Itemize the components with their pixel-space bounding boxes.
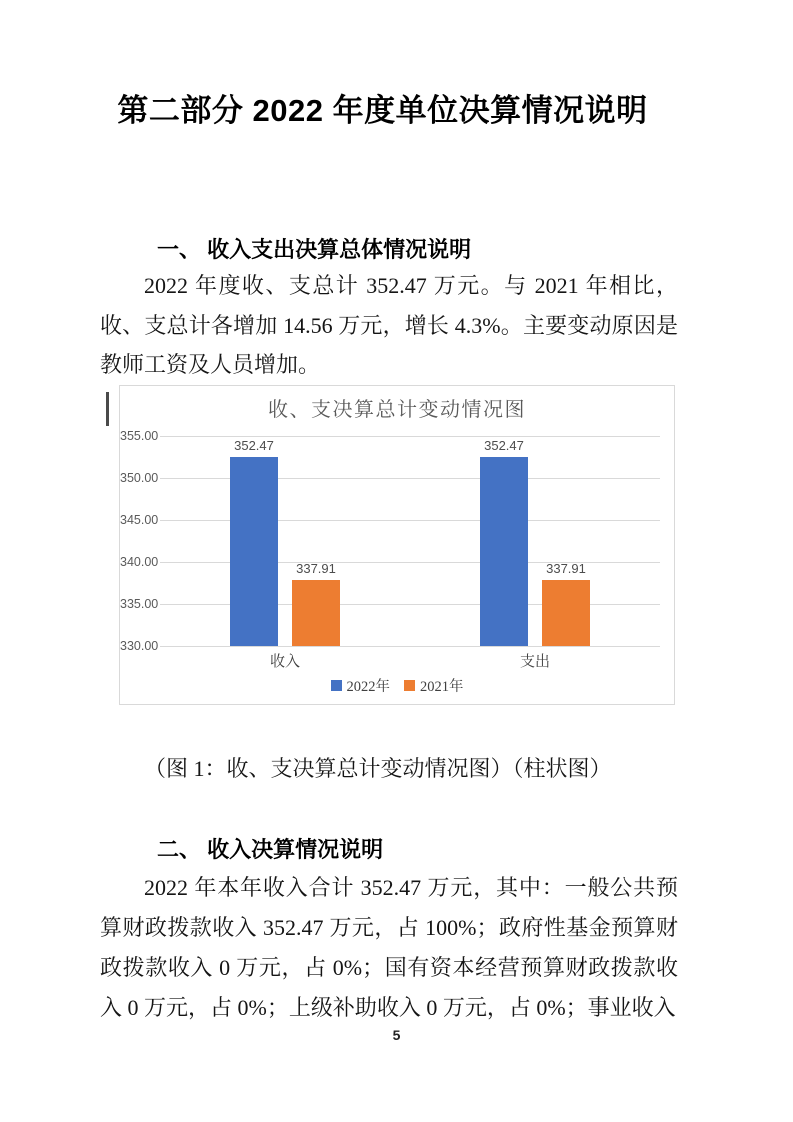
bar-2021年-支出: [542, 580, 590, 646]
bar-value-label: 352.47: [484, 438, 524, 454]
y-tick-label: 355.00: [120, 429, 159, 443]
bar-group: [410, 436, 660, 646]
chart-legend: [120, 675, 674, 696]
chart-area[interactable]: [119, 385, 675, 705]
legend-swatch-icon: [404, 680, 415, 691]
section-2-heading: 二、 收入决算情况说明: [157, 837, 384, 862]
bar-column: [230, 436, 278, 646]
legend-swatch-icon: [331, 680, 342, 691]
bar-column: [542, 436, 590, 646]
text-cursor: [106, 392, 109, 426]
y-tick-label: 335.00: [120, 597, 159, 611]
y-tick-label: 345.00: [120, 513, 159, 527]
bar-2022年-收入: [230, 457, 278, 646]
bar-value-label: 337.91: [296, 560, 336, 576]
chart-plot: [160, 436, 660, 646]
bar-column: [480, 436, 528, 646]
legend-item: [331, 675, 391, 696]
bar-value-label: 337.91: [546, 560, 586, 576]
legend-item: [404, 675, 464, 696]
y-tick-label: 330.00: [120, 639, 159, 653]
document-title: 第二部分 2022 年度单位决算情况说明: [117, 93, 648, 128]
chart-title: 收、支决算总计变动情况图: [268, 399, 526, 421]
chart-y-axis: [120, 429, 159, 653]
section-1-paragraph: 2022 年度收、支总计 352.47 万元。与 2021 年相比，收、支总计各增加 14.56 万元，增长 4.3%。主要变动原因是教师工资及人员增加。: [100, 273, 678, 377]
bar-group: [160, 436, 410, 646]
legend-label: 2021年: [420, 679, 464, 695]
x-axis-label: 支出: [519, 654, 550, 670]
figure-caption: （图 1：收、支决算总计变动情况图）（柱状图）: [144, 756, 612, 781]
y-tick-label: 340.00: [120, 555, 159, 569]
page-number: 5: [392, 1027, 401, 1043]
y-tick-label: 350.00: [120, 471, 159, 485]
bar-value-label: 352.47: [234, 438, 274, 454]
section-2-paragraph: 2022 年本年收入合计 352.47 万元，其中：一般公共预算财政拨款收入 352.47 万元，占 100%；政府性基金预算财政拨款收入 0 万元，占 0%；国有资本经营预算财政拨款收入 0 万元，占 0%；上级补助收入 0 万元，占 0%；事业收入: [100, 875, 678, 1020]
section-1-heading: 一、 收入支出决算总体情况说明: [157, 237, 472, 262]
chart-x-axis: [160, 650, 660, 671]
bar-column: [292, 436, 340, 646]
legend-label: 2022年: [346, 679, 390, 695]
bar-2022年-支出: [480, 457, 528, 646]
bar-2021年-收入: [292, 580, 340, 646]
x-axis-label: 收入: [269, 654, 300, 670]
